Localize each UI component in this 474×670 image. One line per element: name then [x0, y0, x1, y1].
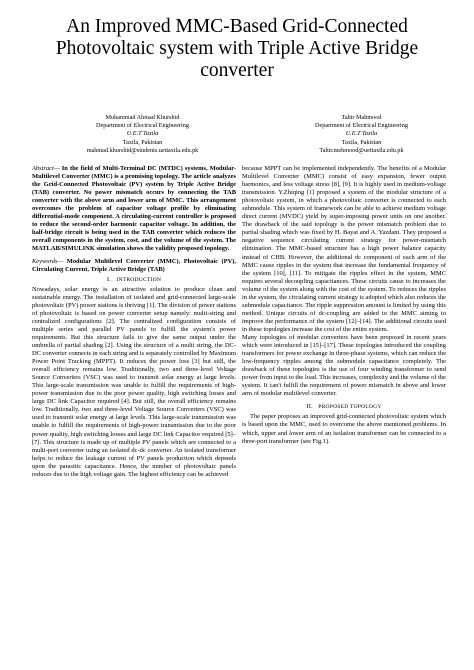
abstract-text: In the field of Multi-Terminal DC (MTDC) systems, Modular-Multilevel Converter (MMC) is a promising topology. The article analyzes the Grid-Connected Photovoltaic (PV) system by Triple Active Bridge (TAB) converter. No power mismatch occurs by connecting the TAB converter with the above arm and lower arm of MMC. This arrangement overcomes the problem of capacitor voltage profile by eliminating differential-mode component. A circulating-current controller is proposed to reduce the second-order harmonic capacitor voltage. In addition, the half-bridge circuit is being used in the TAB converter which reduces the overall components in the system, cost, and the volume of the system. The MATLAB/SIMULINK simulation shows the validity proposed topology. — [32, 165, 236, 253]
author-location: Taxila, Pakistan — [341, 138, 382, 146]
author-name: Tahir Mahmood — [341, 114, 382, 121]
author-2 — [264, 114, 459, 155]
body-paragraph-2: Many topologies of modular converters have been proposed in recent years which were introduced in [15]–[17]. These topologies introduced the coupling transformers for power exchange in three-phase systems, which can reduce the low-frequency ripples among the submodule capacitance completely. The drawback of these topologies is the use of four winding transformer to send power from input to the load. This increases, complexity and the volume of the system. It can't fulfill the requirement of power mismatch in above and lower arm of modular multilevel converter. — [242, 333, 446, 398]
body-paragraph-3: The paper proposes an improved grid-connected photovoltaic system which is based upon the MMC, used to overcome the above mentioned problems. In which, upper and lower arm of an isolation transformer can be connected to a three-port transformer (see Fig.1). — [242, 413, 446, 445]
left-column — [32, 165, 236, 479]
author-email: Tahir.mehmood@uettaxila.edu.pk — [319, 146, 404, 154]
paper-title: An Improved MMC-Based Grid-Connected Photovoltaic system with Triple Active Bridge converter — [55, 16, 419, 81]
author-department: Department of Electrical Engineering — [315, 122, 408, 130]
author-1 — [40, 114, 245, 155]
section-title: PROPOSED TOPOLOGY — [318, 404, 382, 411]
section-number: I. — [106, 275, 112, 283]
author-location: Taxila, Pakistan — [122, 138, 163, 146]
author-university: U.E.T Taxila — [345, 130, 378, 138]
author-department: Department of Electrical Engineering — [96, 122, 189, 130]
keywords — [32, 258, 236, 274]
section-title: INTRODUCTION — [116, 276, 162, 283]
section-heading-introduction — [32, 276, 236, 284]
keywords-lead: Keywords— — [32, 257, 64, 265]
body-paragraph-1: because MPPT can be implemented independently. The benefits of a Modular Multilevel Converter (MMC) consist of easy expansion, fewer output harmonics, and less voltage stress [8], [9]. It is highly used in medium-voltage transmission. Y.Zhiqing [1] proposed a system of the modular structure of a photovoltaic system, in which a photovoltaic converter is connected to each submodule. This system of framework can be able to achieve medium voltage direct current (MVDC) yield by super-imposing power units on one another. The drawback of the said topology is the power mismatch problem due to partial shading which was fixed by H. Bayat and A. Yazdani. They proposed a negative sequence circulating current strategy for power-mismatch elimination. The MMC-based structure has a high power balance capacity instead of CHB. However, the additional dc component of each arm of the MMC cause ripples in the system that increase the fundamental frequency of the system [10], [11]. To mitigate the ripples effect in the system, MMC requires several decoupling capacitances. These circuits cause to increases the volume of the system along with the cost of the system. To reduces the ripples in the system, the circulating current strategy is adopted which also reduces the submodule capacitance. The ripple suppression amount is limited by using this method. Unique circuits of dc-coupling are added to the MMC aiming to improve the performance of the system [12]–[14]. The additional circuits used in these topologies increase the cost of the entire system. — [242, 165, 446, 333]
section-heading-proposed-topology — [242, 403, 446, 411]
abstract — [32, 165, 236, 254]
author-email: mahmad.khurshid@students.uettaxila.edu.pk — [86, 146, 199, 154]
intro-paragraph: Nowadays, solar energy is an attractive solution to produce clean and sustainable energy. The installation of isolated and grid-connected large-scale photovoltaic (PV) power stations is thriving [1]. The division of power stations of photovoltaic is based on power converter setup namely: multi-string and centralized configurations [2]. The centralized configuration consists of multiple series and parallel PV panels to fulfill the system's power requirements. But this structure fails to give the same output under the umbrella of partial shading [2]. Using the structure of a multi string, the DC-DC converter connects in each string and is separately controlled by Maximum Power Point Tracking (MPPT). It reduces the power loss [3] but still, the overall efficiency remains low. Traditionally, two and three-level Voltage Source Converters (VSC) was used to transmit solar energy at large levels. This large-scale transmission was unable to fulfill the requirements of high-power transmission due to the poor power quality, high switching losses and large DC link Capacitor required [4]. But still, the overall efficiency remains low. Traditionally, two and three-level Voltage Source Converters (VSC) was used to transmit solar energy at large levels. This large-scale transmission was unable to fulfill the requirements of high-power transmission due to the poor power quality, high switching losses and large DC link Capacitor required [5]–[7]. This structure is made up of multiple PV panels which are connected to a multi-port converter using an isolated dc-dc converter. An isolated transformer helps to reduce the leakage current of PV panels production which depends upon the parasitic capacitance. Hence, the number of photovoltaic panels reduces due to the high voltage gain. The highest efficiency can be achieved — [32, 285, 236, 478]
abstract-lead: Abstract— — [32, 165, 60, 172]
section-number: II. — [306, 403, 313, 411]
author-name: Muhammad Ahmad Khurshid — [105, 114, 180, 121]
right-column — [242, 165, 446, 446]
keywords-text: Modular Multilevel Converter (MMC), Photovoltaic (PV), Circulating Current, Triple Active Bridge (TAB) — [32, 257, 236, 273]
author-university: U.E.T Taxila — [126, 130, 159, 138]
